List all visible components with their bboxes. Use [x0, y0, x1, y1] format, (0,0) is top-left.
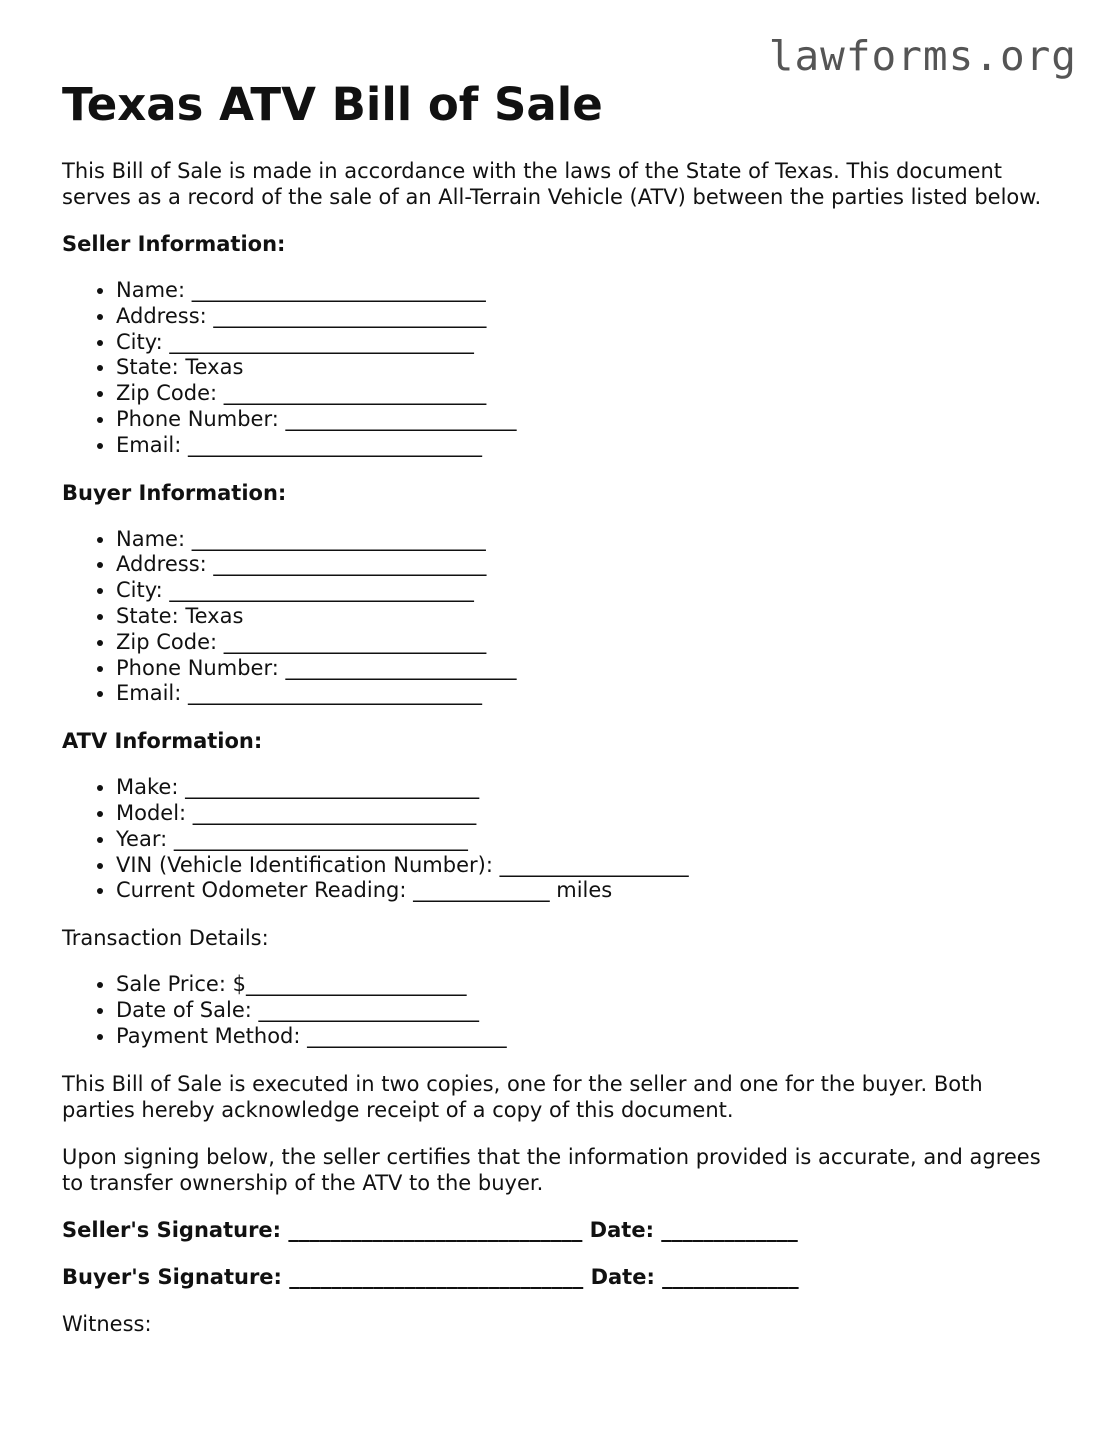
seller-state-field: • State: Texas — [116, 355, 1052, 381]
buyer-signature-line: Buyer's Signature: ____________________________ Date: _____________ — [62, 1264, 799, 1289]
page-title: Texas ATV Bill of Sale — [62, 78, 603, 131]
payment-method-field: • Payment Method: ___________________ — [116, 1024, 1052, 1050]
seller-list — [62, 278, 1052, 459]
atv-vin-field: • VIN (Vehicle Identification Number): __________________ — [116, 853, 1052, 879]
atv-model-field: • Model: ___________________________ — [116, 801, 1052, 827]
buyer-name-field: • Name: ____________________________ — [116, 527, 1052, 553]
buyer-phone-field: • Phone Number: ______________________ — [116, 656, 1052, 682]
transaction-list — [62, 972, 1052, 1049]
witness-label: Witness: — [62, 1311, 152, 1336]
atv-year-field: • Year: ____________________________ — [116, 827, 1052, 853]
seller-city-field: • City: _____________________________ — [116, 330, 1052, 356]
seller-address-field: • Address: __________________________ — [116, 304, 1052, 330]
buyer-heading: Buyer Information: — [62, 480, 287, 505]
transaction-heading: Transaction Details: — [62, 926, 269, 951]
sale-price-field: • Sale Price: $_____________________ — [116, 972, 1052, 998]
site-watermark: lawforms.org — [768, 32, 1077, 80]
seller-heading: Seller Information: — [62, 232, 286, 256]
document-body — [62, 78, 1052, 1358]
atv-heading: ATV Information: — [62, 729, 263, 754]
sale-date-field: • Date of Sale: _____________________ — [116, 998, 1052, 1024]
seller-email-field: • Email: ____________________________ — [116, 433, 1052, 459]
buyer-email-field: • Email: ____________________________ — [116, 681, 1052, 707]
seller-signature-line: Seller's Signature: ____________________________ Date: _____________ — [62, 1217, 798, 1242]
buyer-zip-field: • Zip Code: _________________________ — [116, 630, 1052, 656]
atv-list — [62, 775, 1052, 904]
intro-paragraph: This Bill of Sale is made in accordance with the laws of the State of Texas. This document serves as a record of the sale of an All-Terrain Vehicle (ATV) between the parties listed below. — [62, 159, 1042, 209]
buyer-state-field: • State: Texas — [116, 604, 1052, 630]
seller-zip-field: • Zip Code: _________________________ — [116, 381, 1052, 407]
atv-odometer-field: • Current Odometer Reading: _____________ miles — [116, 878, 1052, 904]
buyer-city-field: • City: _____________________________ — [116, 578, 1052, 604]
copies-paragraph: This Bill of Sale is executed in two copies, one for the seller and one for the buyer. Both parties hereby acknowledge receipt of a copy of this document. — [62, 1071, 983, 1122]
certify-paragraph: Upon signing below, the seller certifies that the information provided is accurate, and agrees to transfer ownership of the ATV to the buyer. — [62, 1144, 1041, 1195]
buyer-address-field: • Address: __________________________ — [116, 552, 1052, 578]
buyer-list — [62, 527, 1052, 708]
atv-make-field: • Make: ____________________________ — [116, 775, 1052, 801]
seller-name-field: • Name: ____________________________ — [116, 278, 1052, 304]
seller-phone-field: • Phone Number: ______________________ — [116, 407, 1052, 433]
